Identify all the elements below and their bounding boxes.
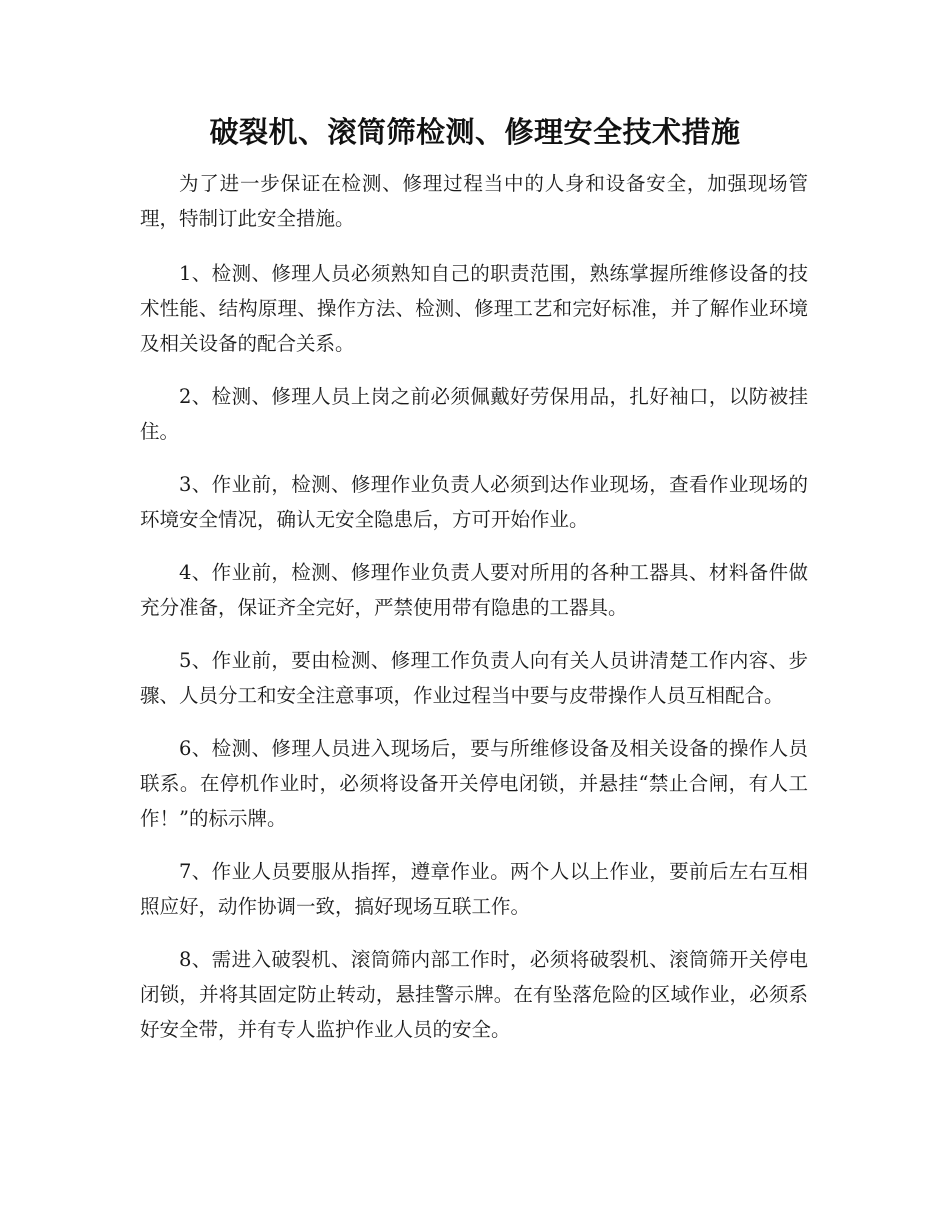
clause-8-paragraph: 8、需进入破裂机、滚筒筛内部工作时，必须将破裂机、滚筒筛开关停电闭锁，并将其固定防止转动，悬挂警示牌。在有坠落危险的区域作业，必须系好安全带，并有专人监护作业人员的安全。: [140, 948, 808, 1041]
clause-1-paragraph: 1、检测、修理人员必须熟知自己的职责范围，熟练掌握所维修设备的技术性能、结构原理、操作方法、检测、修理工艺和完好标准，并了解作业环境及相关设备的配合关系。: [140, 262, 808, 355]
clause-4-paragraph: 4、作业前，检测、修理作业负责人要对所用的各种工器具、材料备件做充分准备，保证齐全完好，严禁使用带有隐患的工器具。: [140, 561, 808, 619]
document-title: 破裂机、滚筒筛检测、修理安全技术措施: [209, 115, 741, 149]
clause-7-paragraph: 7、作业人员要服从指挥，遵章作业。两个人以上作业，要前后左右互相照应好，动作协调一致，搞好现场互联工作。: [140, 860, 808, 918]
clause-2-paragraph: 2、检测、修理人员上岗之前必须佩戴好劳保用品，扎好袖口，以防被挂住。: [140, 385, 808, 443]
clause-3-paragraph: 3、作业前，检测、修理作业负责人必须到达作业现场，查看作业现场的环境安全情况，确认无安全隐患后，方可开始作业。: [140, 473, 808, 531]
clause-5-paragraph: 5、作业前，要由检测、修理工作负责人向有关人员讲清楚工作内容、步骤、人员分工和安全注意事项，作业过程当中要与皮带操作人员互相配合。: [140, 649, 808, 707]
clause-6-paragraph: 6、检测、修理人员进入现场后，要与所维修设备及相关设备的操作人员联系。在停机作业时，必须将设备开关停电闭锁，并悬挂“禁止合闸，有人工作！”的标示牌。: [140, 737, 808, 830]
intro-paragraph: 为了进一步保证在检测、修理过程当中的人身和设备安全，加强现场管理，特制订此安全措施。: [140, 172, 808, 230]
document-body: [140, 166, 808, 1065]
